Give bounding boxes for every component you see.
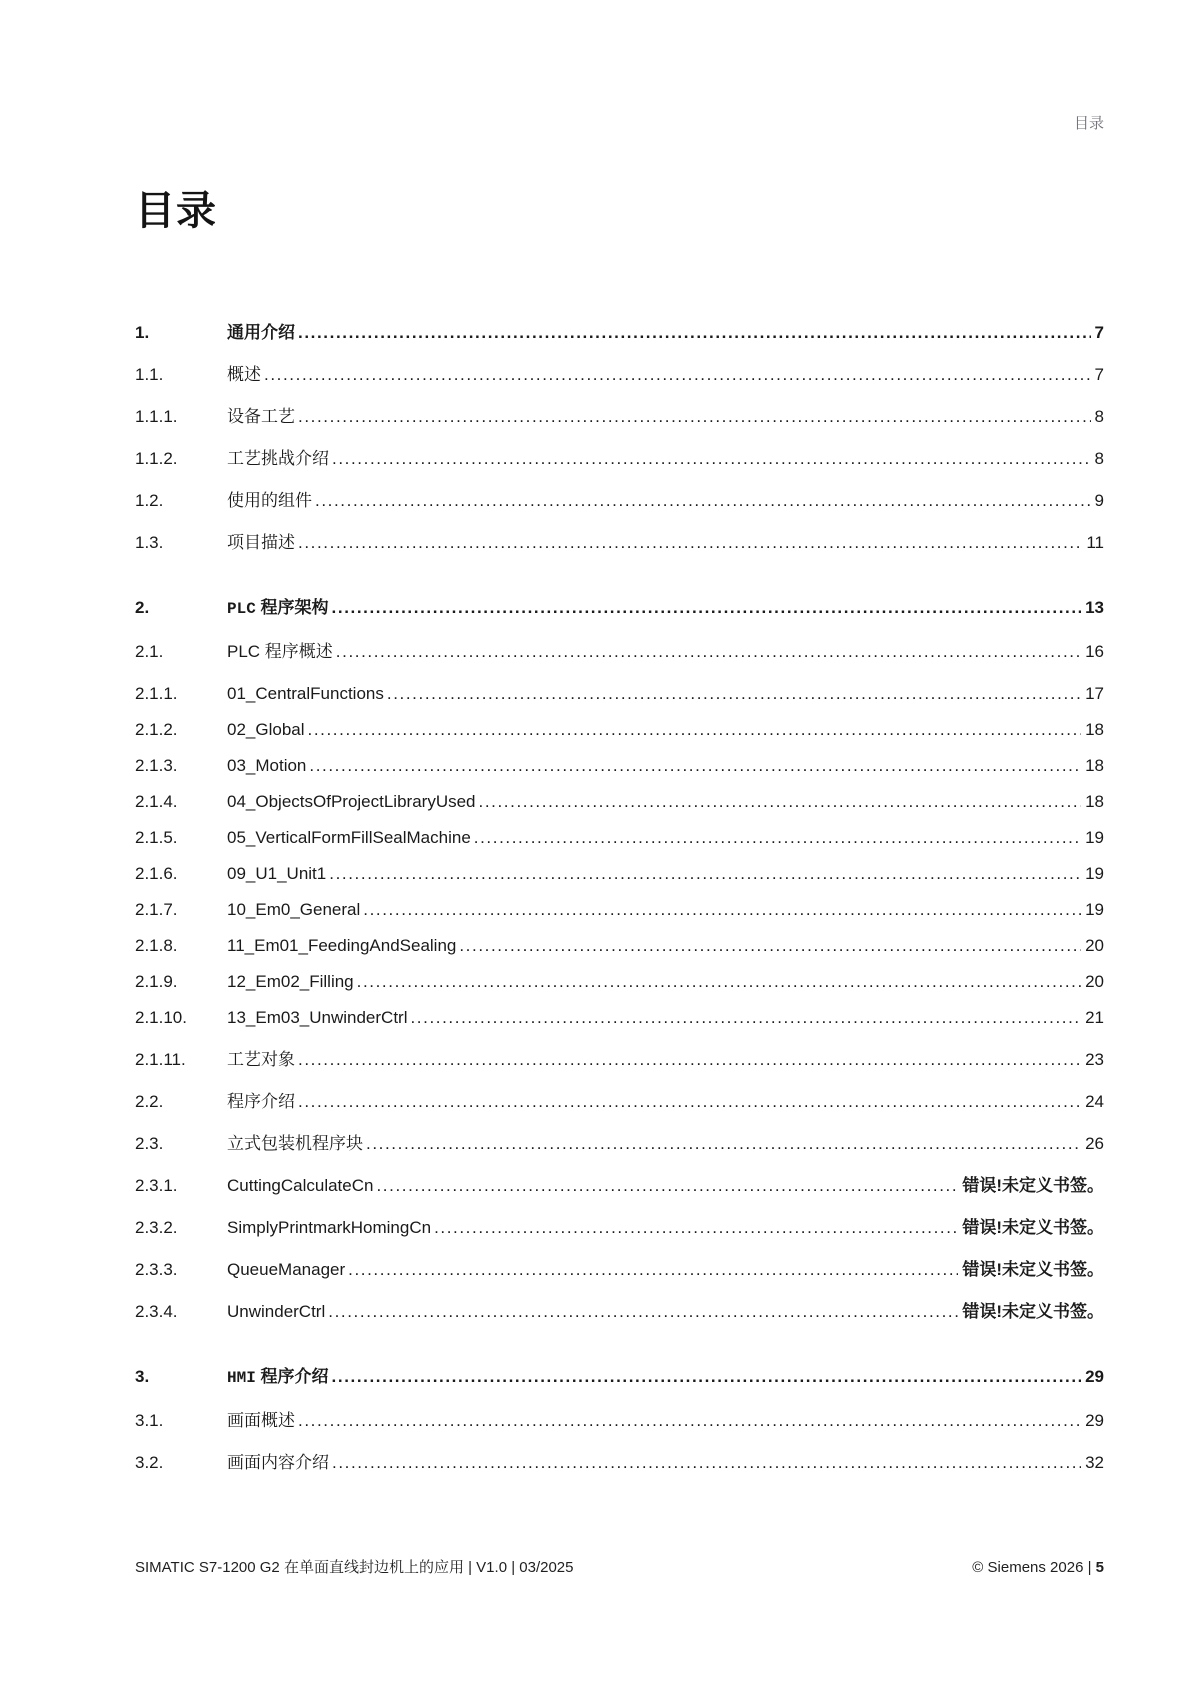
- entry-label: 画面概述: [227, 1411, 295, 1430]
- leader-dots: [298, 406, 1091, 427]
- toc-entry: [135, 1133, 1104, 1154]
- entry-number: 1.: [135, 323, 150, 342]
- toc-entry: [135, 364, 1104, 385]
- entry-label: 03_Motion: [227, 756, 307, 775]
- leader-dots: [357, 971, 1081, 992]
- leader-dots: [366, 1133, 1081, 1154]
- entry-number: 2.3.: [135, 1134, 164, 1153]
- leader-dots: [387, 683, 1081, 704]
- toc-entry: [135, 1452, 1104, 1473]
- toc-entry: [135, 899, 1104, 920]
- toc-entry: [135, 1301, 1104, 1322]
- entry-page: 11: [1086, 533, 1104, 552]
- toc-entry: [135, 971, 1104, 992]
- leader-dots: [363, 899, 1081, 920]
- leader-dots: [474, 827, 1081, 848]
- toc-entry: [135, 641, 1104, 662]
- entry-page: 17: [1085, 684, 1104, 703]
- entry-page: 错误!未定义书签。: [962, 1302, 1104, 1321]
- entry-number: 2.1.6.: [135, 864, 178, 883]
- leader-dots: [332, 1366, 1082, 1387]
- toc-entry: [135, 322, 1104, 343]
- leader-dots: [434, 1217, 958, 1238]
- entry-number: 2.3.3.: [135, 1260, 178, 1279]
- entry-label: UnwinderCtrl: [227, 1302, 326, 1321]
- leader-dots: [298, 1049, 1081, 1070]
- entry-number: 2.1.5.: [135, 828, 178, 847]
- toc-entry: [135, 791, 1104, 812]
- entry-page: 23: [1085, 1050, 1104, 1069]
- entry-page: 20: [1085, 972, 1104, 991]
- toc-entry: [135, 1091, 1104, 1112]
- entry-number: 2.3.4.: [135, 1302, 178, 1321]
- entry-number: 2.: [135, 598, 150, 617]
- entry-label: PLC 程序概述: [227, 642, 333, 661]
- page-footer: [135, 1556, 1104, 1577]
- footer-copyright-text: © Siemens 2026 |: [972, 1559, 1096, 1576]
- toc-entry: [135, 1259, 1104, 1280]
- entry-page: 18: [1085, 756, 1104, 775]
- entry-code-prefix: HMI: [227, 1369, 256, 1387]
- entry-label: 立式包装机程序块: [227, 1134, 363, 1153]
- entry-page: 29: [1085, 1367, 1104, 1386]
- leader-dots: [298, 1091, 1081, 1112]
- leader-dots: [376, 1175, 958, 1196]
- entry-number: 2.1.4.: [135, 792, 178, 811]
- entry-number: 3.1.: [135, 1411, 164, 1430]
- entry-label: 05_VerticalFormFillSealMachine: [227, 828, 471, 847]
- leader-dots: [309, 755, 1081, 776]
- footer-document-info: SIMATIC S7-1200 G2 在单面直线封边机上的应用 | V1.0 | 03/2025: [135, 1559, 574, 1576]
- toc-entry: [135, 755, 1104, 776]
- entry-label: 11_Em01_FeedingAndSealing: [227, 936, 457, 955]
- entry-number: 2.2.: [135, 1092, 164, 1111]
- entry-label: 通用介绍: [227, 323, 295, 342]
- entry-page: 29: [1085, 1411, 1104, 1430]
- entry-page: 错误!未定义书签。: [962, 1218, 1104, 1237]
- entry-label: QueueManager: [227, 1260, 346, 1279]
- entry-label: 09_U1_Unit1: [227, 864, 327, 883]
- entry-page: 26: [1085, 1134, 1104, 1153]
- entry-label: 04_ObjectsOfProjectLibraryUsed: [227, 792, 476, 811]
- toc-entry: [135, 935, 1104, 956]
- entry-number: 1.1.1.: [135, 407, 178, 426]
- entry-page: 32: [1085, 1453, 1104, 1472]
- leader-dots: [298, 1410, 1081, 1431]
- entry-number: 2.1.9.: [135, 972, 178, 991]
- toc-entry: [135, 448, 1104, 469]
- entry-number: 3.2.: [135, 1453, 164, 1472]
- toc-entry: [135, 406, 1104, 427]
- entry-label: 13_Em03_UnwinderCtrl: [227, 1008, 408, 1027]
- entry-label: PLC 程序架构: [227, 598, 329, 618]
- leader-dots: [348, 1259, 958, 1280]
- toc-entry: [135, 1366, 1104, 1389]
- leader-dots: [410, 1007, 1081, 1028]
- entry-page: 7: [1094, 365, 1104, 384]
- leader-dots: [336, 641, 1081, 662]
- entry-label: 概述: [227, 365, 261, 384]
- entry-label: 工艺对象: [227, 1050, 295, 1069]
- entry-number: 1.1.: [135, 365, 164, 384]
- entry-number: 1.1.2.: [135, 449, 178, 468]
- toc-entry: [135, 532, 1104, 553]
- leader-dots: [298, 322, 1091, 343]
- entry-code-prefix: PLC: [227, 600, 256, 618]
- entry-page: 19: [1085, 900, 1104, 919]
- entry-label: 工艺挑战介绍: [227, 449, 329, 468]
- entry-page: 21: [1085, 1008, 1104, 1027]
- leader-dots: [332, 448, 1091, 469]
- entry-number: 2.1.7.: [135, 900, 178, 919]
- leader-dots: [264, 364, 1091, 385]
- entry-page: 24: [1085, 1092, 1104, 1111]
- entry-label: 01_CentralFunctions: [227, 684, 384, 703]
- entry-page: 7: [1094, 323, 1104, 342]
- running-header: 目录: [1073, 115, 1104, 132]
- leader-dots: [459, 935, 1081, 956]
- entry-number: 2.1.1.: [135, 684, 178, 703]
- entry-label: 12_Em02_Filling: [227, 972, 354, 991]
- entry-page: 18: [1085, 792, 1104, 811]
- entry-label: 使用的组件: [227, 491, 312, 510]
- entry-number: 2.1.: [135, 642, 164, 661]
- entry-label: SimplyPrintmarkHomingCn: [227, 1218, 432, 1237]
- leader-dots: [479, 791, 1082, 812]
- entry-page: 13: [1085, 598, 1104, 617]
- toc-entry: [135, 597, 1104, 620]
- entry-label: HMI 程序介绍: [227, 1367, 329, 1387]
- footer-copyright: [972, 1559, 1104, 1576]
- footer-page-number: 5: [1095, 1559, 1104, 1576]
- toc-entry: [135, 1175, 1104, 1196]
- entry-page: 错误!未定义书签。: [962, 1260, 1104, 1279]
- entry-number: 3.: [135, 1367, 150, 1386]
- leader-dots: [298, 532, 1082, 553]
- entry-number: 2.1.3.: [135, 756, 178, 775]
- entry-number: 1.2.: [135, 491, 164, 510]
- entry-label: CuttingCalculateCn: [227, 1176, 374, 1195]
- entry-page: 8: [1094, 449, 1104, 468]
- entry-page: 16: [1085, 642, 1104, 661]
- leader-dots: [315, 490, 1091, 511]
- entry-number: 2.3.2.: [135, 1218, 178, 1237]
- entry-label: 设备工艺: [227, 407, 295, 426]
- entry-number: 2.1.2.: [135, 720, 178, 739]
- toc-entry: [135, 1217, 1104, 1238]
- entry-number: 2.3.1.: [135, 1176, 178, 1195]
- toc-entry: [135, 1007, 1104, 1028]
- toc-entry: [135, 1410, 1104, 1431]
- entry-page: 9: [1094, 491, 1104, 510]
- toc-entry: [135, 683, 1104, 704]
- leader-dots: [328, 1301, 958, 1322]
- entry-page: 8: [1094, 407, 1104, 426]
- toc-entry: [135, 719, 1104, 740]
- toc-entry: [135, 490, 1104, 511]
- toc-list: [135, 322, 1104, 1473]
- entry-label: 02_Global: [227, 720, 305, 739]
- toc-entry: [135, 863, 1104, 884]
- entry-page: 20: [1085, 936, 1104, 955]
- entry-label: 程序介绍: [227, 1092, 295, 1111]
- toc-entry: [135, 1049, 1104, 1070]
- entry-number: 2.1.10.: [135, 1008, 187, 1027]
- leader-dots: [332, 1452, 1081, 1473]
- leader-dots: [329, 863, 1081, 884]
- entry-page: 19: [1085, 828, 1104, 847]
- entry-number: 1.3.: [135, 533, 164, 552]
- entry-page: 18: [1085, 720, 1104, 739]
- entry-label: 10_Em0_General: [227, 900, 361, 919]
- toc-entry: [135, 827, 1104, 848]
- entry-label: 项目描述: [227, 533, 295, 552]
- leader-dots: [308, 719, 1082, 740]
- entry-label: 画面内容介绍: [227, 1453, 329, 1472]
- page-title: 目录: [135, 188, 217, 233]
- entry-number: 2.1.8.: [135, 936, 178, 955]
- leader-dots: [332, 597, 1082, 618]
- entry-page: 19: [1085, 864, 1104, 883]
- entry-number: 2.1.11.: [135, 1050, 186, 1069]
- entry-page: 错误!未定义书签。: [962, 1176, 1104, 1195]
